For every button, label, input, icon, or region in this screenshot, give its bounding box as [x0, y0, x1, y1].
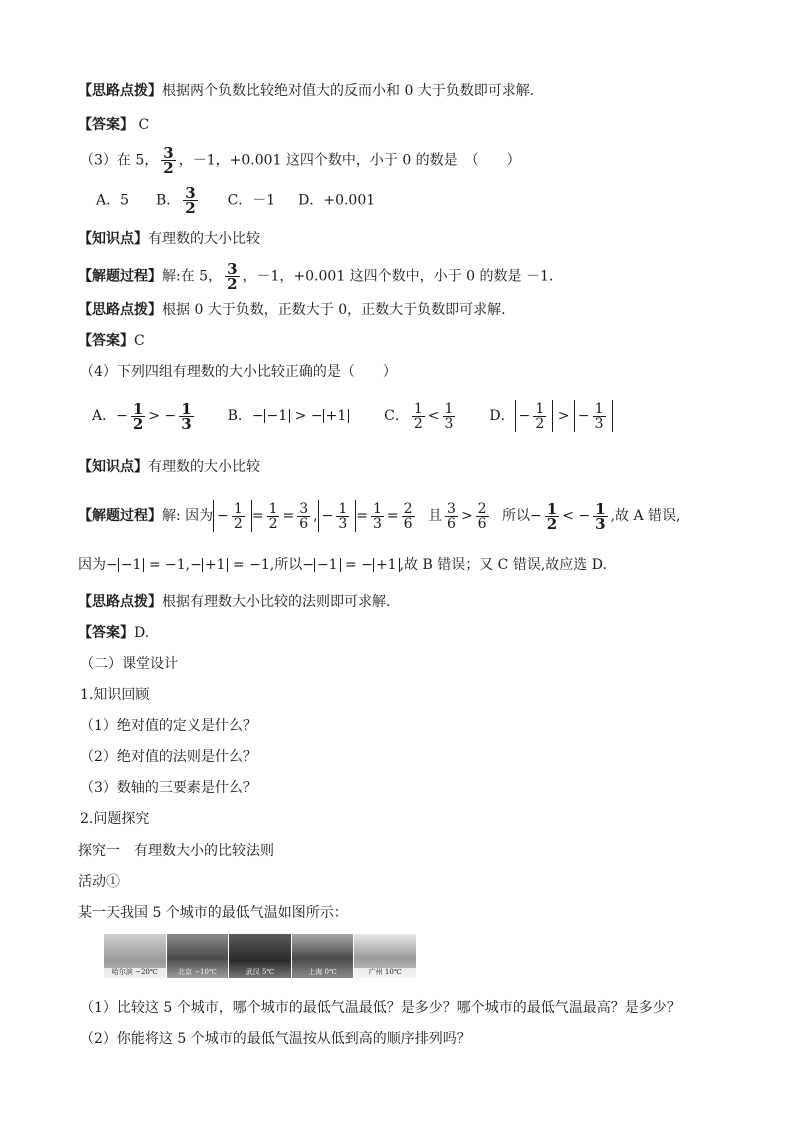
q4-sol2-c: ,故 B 错误；又 C 错误,故应选 D.	[399, 557, 607, 573]
review-item-3: （3）数轴的三要素是什么？	[80, 780, 257, 796]
q4-options	[92, 400, 613, 432]
hint-label: 【思路点拨】	[78, 83, 162, 99]
design-heading: （二）课堂设计	[80, 656, 178, 672]
city-caption: 上海 0℃	[308, 968, 337, 976]
review-title: 1.知识回顾	[80, 687, 150, 703]
q4-option-c-expr: $\frac{1}{2}$ < $\frac{1}{3}$	[413, 400, 454, 432]
q3-sol-num: 3	[227, 260, 238, 278]
answer-label: 【答案】	[78, 117, 134, 133]
kp-label: 【知识点】	[78, 231, 148, 247]
q3-frac-den: 2	[163, 159, 174, 177]
city-caption: 哈尔滨 −20℃	[111, 968, 158, 976]
review-item-2: （2）绝对值的法则是什么？	[80, 749, 257, 765]
q4-sol-expr-3: − $\frac{1}{2}$ < − $\frac{1}{3}$	[530, 499, 606, 533]
city-photo-harbin	[104, 934, 167, 978]
solution-label: 【解题过程】	[78, 268, 162, 285]
q4-sol2-a: 因为	[78, 557, 106, 573]
q3-options	[96, 186, 375, 215]
q3-solution	[78, 262, 553, 291]
q4-sol-a: 解: 因为	[162, 508, 214, 524]
answer-line-1	[78, 116, 149, 134]
kp-text: 有理数的大小比较	[148, 231, 260, 247]
q4-sol2-expr-1: − −1 = −1,− +1 = −1	[106, 557, 270, 573]
activity-label: 活动①	[78, 874, 120, 890]
q4-sol-b: 且	[428, 508, 443, 524]
question-2: （2）你能将这 5 个城市的最低气温按从低到高的顺序排列吗？	[80, 1031, 471, 1047]
q3-knowledge-point	[78, 230, 260, 248]
hint-label: 【思路点拨】	[78, 302, 162, 318]
q3-option-b-den: 2	[185, 199, 196, 217]
q3-solution-pre: 解:在 5，	[162, 268, 223, 285]
q4-sol-expr-2: $\frac{3}{6}$ > $\frac{2}{6}$	[447, 500, 487, 532]
q4-option-d-expr: − $\frac{1}{2}$ > − $\frac{1}{3}$	[515, 408, 613, 424]
q4-option-b-expr: − −1 > − +1	[252, 408, 349, 424]
q4-sol-expr-1: − $\frac{1}{2}$ = $\frac{1}{2}$ = $\frac{3}{6}$ , − $\frac{1}{3}$ = $\frac{1}{3}$ = $\frac{2}{6}$	[213, 508, 417, 524]
activity-intro: 某一天我国 5 个城市的最低气温如图所示：	[78, 905, 348, 921]
q4-sol2-expr-2: − −1 = − +1	[302, 557, 399, 573]
q4-option-c-label: C．	[384, 408, 409, 424]
q3-stem-pre: （3）在 5，	[80, 152, 159, 169]
q4-solution-1	[78, 500, 681, 532]
city-caption: 北京 −10℃	[177, 968, 217, 976]
hint-text: 根据两个负数比较绝对值大的反而小和 0 大于负数即可求解.	[162, 83, 535, 99]
kp-label: 【知识点】	[78, 459, 148, 475]
explore-title: 2.问题探究	[80, 811, 150, 827]
q4-stem: （4）下列四组有理数的大小比较正确的是（ ）	[80, 364, 397, 380]
hint-text: 根据有理数大小比较的法则即可求解.	[162, 594, 391, 610]
answer-label: 【答案】	[78, 625, 134, 641]
city-photo-shanghai	[292, 934, 355, 978]
hint-line-1	[78, 82, 534, 100]
hint-text: 根据 0 大于负数，正数大于 0，正数大于负数即可求解.	[162, 302, 506, 318]
q3-option-a: A．5	[96, 192, 130, 209]
q4-solution-2	[78, 556, 607, 574]
answer-text: D.	[134, 625, 150, 641]
city-photos	[104, 934, 417, 978]
city-photo-guangzhou	[354, 934, 417, 978]
q3-option-b-num: 3	[185, 184, 196, 202]
q4-sol2-b: ,所以	[269, 557, 303, 573]
review-item-1: （1）绝对值的定义是什么？	[80, 718, 257, 734]
q4-sol-d: ,故 A 错误,	[610, 508, 681, 524]
city-photo-wuhan	[229, 934, 292, 978]
explore-subtitle: 探究一 有理数大小的比较法则	[78, 843, 274, 859]
city-caption: 武汉 5℃	[245, 968, 275, 976]
q3-stem-post: ，－1，+0.001 这四个数中，小于 0 的数是 （ ）	[178, 152, 521, 169]
q3-solution-post: ，－1，+0.001 这四个数中，小于 0 的数是 －1.	[242, 268, 554, 285]
q3-option-c: C．－1	[227, 192, 276, 209]
q3-answer	[78, 332, 145, 350]
q4-sol-c: 所以	[502, 508, 531, 524]
q4-hint	[78, 593, 390, 611]
city-caption: 广州 10℃	[368, 968, 402, 976]
q4-knowledge-point	[78, 458, 260, 476]
q3-stem	[80, 146, 521, 175]
q3-option-b: B．	[155, 192, 181, 209]
q3-sol-den: 2	[227, 275, 238, 293]
q4-answer	[78, 624, 149, 642]
q3-frac-num: 3	[163, 144, 174, 162]
q3-option-d: D．+0.001	[298, 192, 376, 209]
question-1: （1）比较这 5 个城市，哪个城市的最低气温最低？是多少？哪个城市的最低气温最高？是多少？	[80, 1000, 681, 1016]
q3-solution-fraction	[225, 262, 239, 291]
q3-option-b-fraction	[183, 186, 197, 215]
q4-option-d-label: D．	[489, 408, 515, 424]
q3-hint	[78, 301, 506, 319]
answer-label: 【答案】	[78, 333, 134, 349]
city-photo-beijing	[167, 934, 230, 978]
kp-text: 有理数的大小比较	[148, 459, 260, 475]
solution-label: 【解题过程】	[78, 508, 162, 524]
q4-option-a-expr: − $\frac{1}{2}$ > − $\frac{1}{3}$	[116, 399, 192, 433]
answer-text: C	[134, 117, 150, 133]
answer-text: C	[134, 333, 145, 349]
q3-fraction	[161, 146, 175, 175]
hint-label: 【思路点拨】	[78, 594, 162, 610]
q4-option-a-label: A．	[92, 408, 117, 424]
q4-option-b-label: B．	[227, 408, 252, 424]
